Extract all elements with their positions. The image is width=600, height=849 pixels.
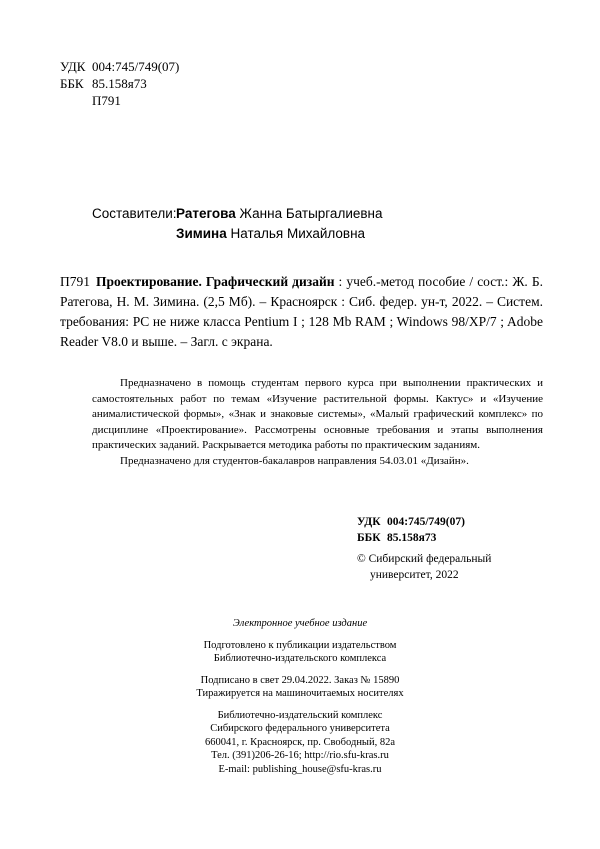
copyright-line: университет, 2022 (370, 569, 459, 581)
bibliographic-record (60, 272, 543, 352)
udc-value: 004:745/749(07) (387, 516, 465, 528)
imprint-line: Сибирского федерального университета (210, 723, 390, 734)
bib-title: Проектирование. Графический дизайн (96, 274, 335, 289)
bbk-label: ББК (357, 532, 381, 544)
udc-label: УДК (357, 516, 381, 528)
compiler-surname: Ратегова (176, 206, 236, 221)
udc-label: УДК (60, 59, 86, 74)
bib-code: П791 (60, 274, 90, 289)
imprint-line: Тел. (391)206-26-16; http://rio.sfu-kras.ru (211, 750, 389, 761)
prepared-by (130, 639, 470, 666)
imprint-line: 660041, г. Красноярск, пр. Свободный, 82а (204, 736, 396, 748)
bbk-row (60, 75, 179, 92)
edition-type: Электронное учебное издание (232, 618, 368, 629)
compiler-name: Жанна Батыргалиевна (239, 206, 383, 221)
author-mark: П791 (92, 93, 121, 108)
imprint-line: Подписано в свет 29.04.2022. Заказ № 15890 (200, 674, 400, 686)
imprint-line: Библиотечно-издательского комплекса (213, 653, 387, 664)
imprint-line: E-mail: publishing_house@sfu-kras.ru (218, 763, 382, 775)
compilers-block (92, 204, 383, 244)
classification-block-2 (357, 514, 465, 546)
udc-row (357, 514, 465, 530)
bib-description: : учеб.-метод пособие / сост.: Ж. Б. Ратегова, Н. М. Зимина. (2,5 Мб). – Красноярск : Сиб. федер. ун-т, 2022. – Систем. требования: PC не ниже класса Pentium I ; 128 Mb RAM ; Windows 98/XP/7 ; Adobe Reader V8.0 и выше. – Загл. с экрана. (60, 274, 543, 349)
bbk-value: 85.158я73 (92, 76, 147, 91)
compilers-label: Составители: (92, 206, 177, 221)
udc-row (60, 58, 179, 75)
imprint-line: Подготовлено к публикации издательством (203, 639, 397, 651)
annotation (92, 376, 543, 469)
publisher-info (130, 709, 470, 777)
imprint-line: Библиотечно-издательский комплекс (217, 709, 383, 721)
copyright (357, 551, 491, 583)
compiler-row (92, 204, 383, 224)
compiler-row (92, 224, 383, 244)
udc-value: 004:745/749(07) (92, 59, 180, 74)
annotation-paragraph: Предназначено для студентов-бакалавров направления 54.03.01 «Дизайн». (120, 454, 469, 467)
compiler-name: Наталья Михайловна (230, 226, 366, 241)
imprint-line: Тиражируется на машиночитаемых носителях (196, 688, 404, 699)
compiler-surname: Зимина (176, 226, 227, 241)
classification-block (60, 58, 179, 109)
publication-info (130, 674, 470, 701)
bbk-row (357, 530, 465, 546)
imprint-block (130, 617, 470, 776)
bbk-value: 85.158я73 (387, 532, 437, 544)
copyright-line: © Сибирский федеральный (357, 553, 492, 565)
bbk-label: ББК (60, 76, 84, 91)
annotation-paragraph: Предназначено в помощь студентам первого курса при выполнении практических и самостоятельных работ по темам «Изучение растительной формы. Кактус» и «Изучение анималистической формы», «Знак и знаковые системы», «Малый графический комплекс» по дисциплине «Проектирование». Рассмотрены основные требования и этапы выполнения практических заданий. Раскрывается методика работы по практическим заданиям. (92, 377, 543, 451)
